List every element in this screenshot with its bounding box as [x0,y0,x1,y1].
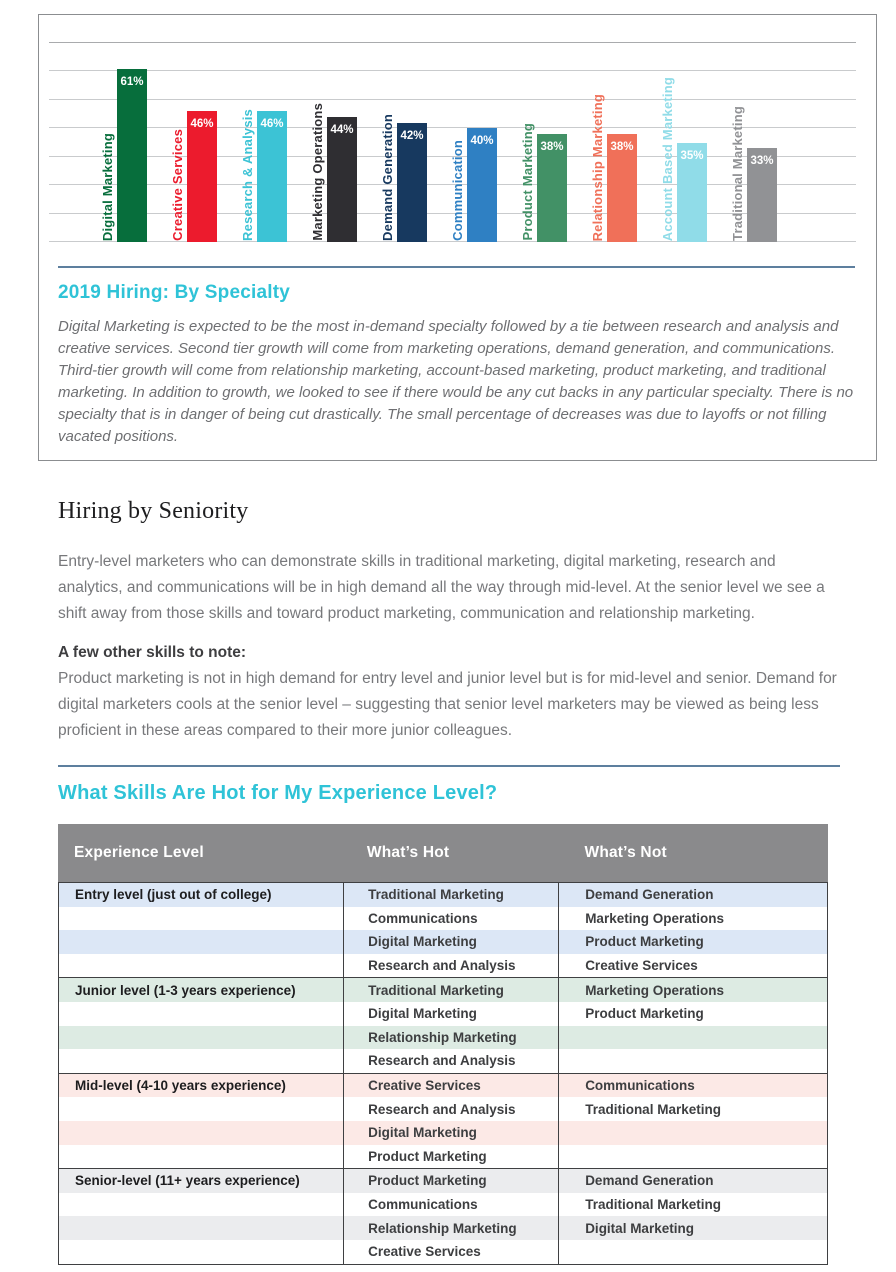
experience-level-cell [59,1240,343,1264]
seniority-heading: Hiring by Seniority [58,498,249,524]
table-group [59,1073,827,1168]
note-heading: A few other skills to note: [58,644,247,661]
whats-not-cell [558,1121,827,1145]
experience-level-cell [59,1026,343,1050]
specialty-paragraph: Digital Marketing is expected to be the most in-demand specialty followed by a tie between research and analysis and creative services. Second tier growth will come from marketing operations, demand generation, and communications. Third-tier growth will come from relationship marketing, account-based marketing, product marketing, and traditional marketing. In addition to growth, we looked to see if there would be any cut backs in any particular specialty. There is no specialty that is in danger of being cut drastically. The small percentage of decreases was due to layoffs or not filling vacated positions. [58,318,854,445]
whats-hot-cell: Traditional Marketing [343,978,558,1002]
bar-category-label: Traditional Marketing [730,106,745,241]
bar-category-label: Product Marketing [520,123,535,241]
table-group [59,977,827,1072]
whats-hot-cell: Relationship Marketing [343,1026,558,1050]
whats-not-cell: Demand Generation [558,883,827,907]
skills-table [58,824,828,1265]
experience-level-cell: Mid-level (4-10 years experience) [59,1074,343,1098]
bar-group-product-marketing [519,43,567,242]
whats-hot-cell: Product Marketing [343,1145,558,1169]
whats-not-cell: Traditional Marketing [558,1193,827,1217]
whats-hot-cell: Digital Marketing [343,930,558,954]
bar-category-label: Demand Generation [380,114,395,241]
bar-group-communication [449,43,497,242]
bar [187,111,217,242]
bar-category-label: Relationship Marketing [590,93,605,241]
experience-level-cell [59,930,343,954]
whats-hot-cell: Research and Analysis [343,1097,558,1121]
experience-level-cell: Junior level (1-3 years experience) [59,978,343,1002]
whats-not-cell: Demand Generation [558,1169,827,1193]
whats-hot-cell: Communications [343,1193,558,1217]
experience-level-cell [59,1049,343,1073]
whats-not-cell [558,1026,827,1050]
bar-category-label: Account Based Marketing [660,76,675,241]
column-header-whats-not: What’s Not [584,844,667,861]
bar [257,111,287,242]
bar-group-traditional-marketing [729,43,777,242]
bar-category-label: Communication [450,140,465,241]
bar-series [49,43,856,242]
whats-not-cell [558,1240,827,1264]
bar-group-demand-generation [379,43,427,242]
whats-not-cell: Creative Services [558,954,827,978]
whats-hot-cell: Research and Analysis [343,1049,558,1073]
bar [397,123,427,242]
bar-value-label: 33% [750,155,774,168]
bar-category-label: Marketing Operations [310,103,325,241]
bar [327,117,357,242]
whats-hot-cell: Creative Services [343,1074,558,1098]
skills-table-header [58,824,828,882]
experience-level-cell [59,1145,343,1169]
whats-not-cell: Product Marketing [558,930,827,954]
table-group [59,882,827,977]
whats-not-cell: Product Marketing [558,1002,827,1026]
whats-not-cell: Marketing Operations [558,907,827,931]
experience-level-cell [59,1121,343,1145]
whats-not-cell: Digital Marketing [558,1216,827,1240]
whats-hot-cell: Research and Analysis [343,954,558,978]
bar-value-label: 46% [190,118,214,131]
bar-group-digital-marketing [99,43,147,242]
experience-level-cell: Senior-level (11+ years experience) [59,1169,343,1193]
experience-level-cell [59,1193,343,1217]
experience-level-cell [59,1097,343,1121]
whats-hot-cell: Traditional Marketing [343,883,558,907]
whats-not-cell: Marketing Operations [558,978,827,1002]
note-paragraph: Product marketing is not in high demand for entry level and junior level but is for mid-level and senior. Demand for digital marketers cools at the senior level – suggesting that senior level marketers may be viewed as being less proficient in these areas compared to their more junior colleagues. [58,670,837,739]
bar-value-label: 38% [610,140,634,153]
experience-level-cell [59,1002,343,1026]
experience-level-cell [59,1216,343,1240]
section-divider [58,765,840,767]
specialty-panel [38,14,877,461]
bar [117,69,147,242]
whats-not-cell [558,1145,827,1169]
whats-hot-cell: Digital Marketing [343,1002,558,1026]
bar-value-label: 44% [330,123,354,136]
bar-value-label: 35% [680,149,704,162]
skills-table-body [58,882,828,1265]
column-header-experience-level: Experience Level [74,844,204,861]
bar [607,134,637,242]
whats-not-cell: Traditional Marketing [558,1097,827,1121]
panel-divider [58,266,855,268]
whats-hot-cell: Creative Services [343,1240,558,1264]
bar-category-label: Creative Services [170,129,185,241]
seniority-paragraph: Entry-level marketers who can demonstrate skills in traditional marketing, digital marketing, research and analytics, and communications will be in high demand all the way through mid-level. At the senior level we see a shift away from those skills and toward product marketing, communication and relationship marketing. [58,553,825,622]
whats-hot-cell: Communications [343,907,558,931]
bar-category-label: Research & Analysis [240,109,255,241]
whats-hot-cell: Relationship Marketing [343,1216,558,1240]
specialty-heading: 2019 Hiring: By Specialty [58,282,291,303]
bar-group-marketing-operations [309,43,357,242]
whats-hot-cell: Product Marketing [343,1169,558,1193]
bar-group-research-analysis [239,43,287,242]
bar-value-label: 40% [470,135,494,148]
whats-not-cell [558,1049,827,1073]
skills-table-heading: What Skills Are Hot for My Experience Level? [58,782,498,804]
bar-value-label: 42% [400,129,424,142]
experience-level-cell [59,907,343,931]
whats-not-cell: Communications [558,1074,827,1098]
experience-level-cell [59,954,343,978]
bar [747,148,777,242]
seniority-section [58,460,840,1265]
bar-category-label: Digital Marketing [100,132,115,241]
bar-value-label: 38% [540,140,564,153]
bar-group-relationship-marketing [589,43,637,242]
column-header-whats-hot: What’s Hot [366,844,450,861]
bar [537,134,567,242]
bar-group-creative-services [169,43,217,242]
bar [467,128,497,242]
bar-group-account-based-marketing [659,43,707,242]
experience-level-cell: Entry level (just out of college) [59,883,343,907]
bar-value-label: 46% [260,118,284,131]
table-group [59,1168,827,1263]
whats-hot-cell: Digital Marketing [343,1121,558,1145]
bar-value-label: 61% [120,75,144,88]
hiring-by-specialty-chart [49,43,856,242]
bar [677,143,707,243]
